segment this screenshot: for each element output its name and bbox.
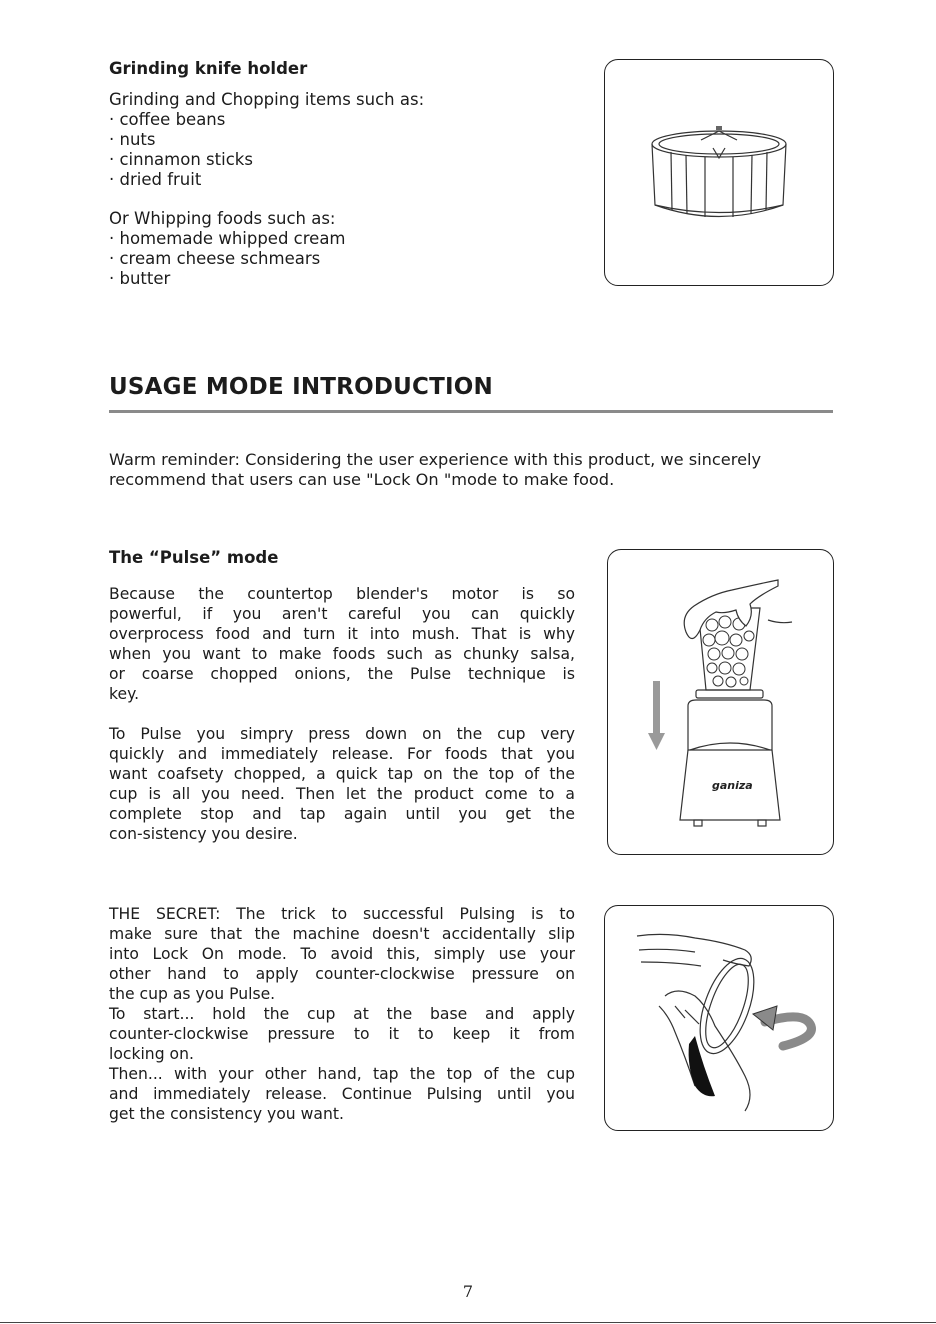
- paragraph-line-rest: with your other hand, tap the top of the cup: [162, 1065, 575, 1083]
- brand-logo-text: ganiza: [712, 779, 753, 792]
- to-pulse-lead: To Pulse: [109, 725, 182, 743]
- pulse-paragraph-2: [109, 724, 575, 844]
- list-item: · cinnamon sticks: [109, 150, 253, 169]
- list-item: · homemade whipped cream: [109, 229, 346, 248]
- list-item: · butter: [109, 269, 171, 288]
- list-item: · dried fruit: [109, 170, 202, 189]
- paragraph-line: want coafsety chopped, a quick tap on the top of the: [109, 765, 575, 783]
- paragraph-line: complete stop and tap again until you get the: [109, 805, 575, 823]
- paragraph-line-rest: you simpry press down on the cup very: [181, 725, 575, 743]
- paragraph-line: cup is all you need. Then let the product come to a: [109, 785, 575, 803]
- paragraph-line: [109, 1064, 575, 1084]
- paragraph-line: locking on.: [109, 1045, 194, 1063]
- paragraph-line: con-sistency you desire.: [109, 825, 298, 843]
- paragraph-line: make sure that the machine doesn't accidentally slip: [109, 925, 575, 943]
- paragraph-line: get the consistency you want.: [109, 1105, 344, 1123]
- section-title-grinding-knife-holder: Grinding knife holder: [109, 59, 308, 78]
- secret-illustration-frame: [604, 905, 834, 1131]
- paragraph-line: quickly and immediately release. For foods that you: [109, 745, 575, 763]
- paragraph-line: key.: [109, 685, 140, 703]
- paragraph-line: [109, 1004, 575, 1024]
- paragraph-line: [109, 904, 575, 924]
- paragraph-line: [109, 724, 575, 744]
- pulse-illustration-frame: [607, 549, 834, 855]
- to-start-lead: To start...: [109, 1005, 195, 1023]
- paragraph-line: into Lock On mode. To avoid this, simply use your: [109, 945, 575, 963]
- paragraph-line-rest: The trick to successful Pulsing is to: [220, 905, 575, 923]
- paragraph-line: overprocess food and turn it into mush. That is why: [109, 625, 575, 643]
- list-item: · coffee beans: [109, 110, 226, 129]
- warm-reminder-line: recommend that users can use "Lock On "mode to make food.: [109, 470, 615, 489]
- secret-paragraph: [109, 904, 575, 1124]
- page-number: 7: [462, 1282, 474, 1301]
- pulse-paragraph-1: [109, 584, 575, 704]
- paragraph-line: other hand to apply counter-clockwise pressure on: [109, 965, 575, 983]
- counter-clockwise-arrow-icon: [753, 1006, 811, 1046]
- paragraph-line-rest: hold the cup at the base and apply: [194, 1005, 575, 1023]
- usage-heading: USAGE MODE INTRODUCTION: [109, 374, 493, 400]
- heading-divider: [109, 410, 833, 413]
- whipping-intro: Or Whipping foods such as:: [109, 209, 336, 228]
- then-lead: Then...: [109, 1065, 163, 1083]
- paragraph-line: counter-clockwise pressure to it to keep it from: [109, 1025, 575, 1043]
- paragraph-line: the cup as you Pulse.: [109, 985, 276, 1003]
- list-item: · nuts: [109, 130, 156, 149]
- warm-reminder: [109, 450, 761, 490]
- secret-lead: THE SECRET:: [109, 905, 221, 923]
- pulse-mode-title: The “Pulse” mode: [109, 548, 279, 567]
- paragraph-line: when you want to make foods such as chunky salsa,: [109, 645, 575, 663]
- knife-holder-ring-illustration: [605, 60, 833, 285]
- warm-reminder-line: Warm reminder: Considering the user experience with this product, we sincerely: [109, 450, 762, 469]
- list-item: · cream cheese schmears: [109, 249, 321, 268]
- blender-pulse-illustration: [608, 550, 833, 854]
- hands-twisting-cup-illustration: [605, 906, 833, 1130]
- paragraph-line: powerful, if you aren't careful you can quickly: [109, 605, 575, 623]
- paragraph-line: Because the countertop blender's motor is so: [109, 585, 575, 603]
- grinding-intro: Grinding and Chopping items such as:: [109, 90, 425, 109]
- paragraph-line: or coarse chopped onions, the Pulse technique is: [109, 665, 575, 683]
- bottom-border: [0, 1322, 936, 1323]
- knife-holder-illustration-frame: [604, 59, 834, 286]
- paragraph-line: and immediately release. Continue Pulsing until you: [109, 1085, 575, 1103]
- down-arrow-icon: [648, 681, 665, 750]
